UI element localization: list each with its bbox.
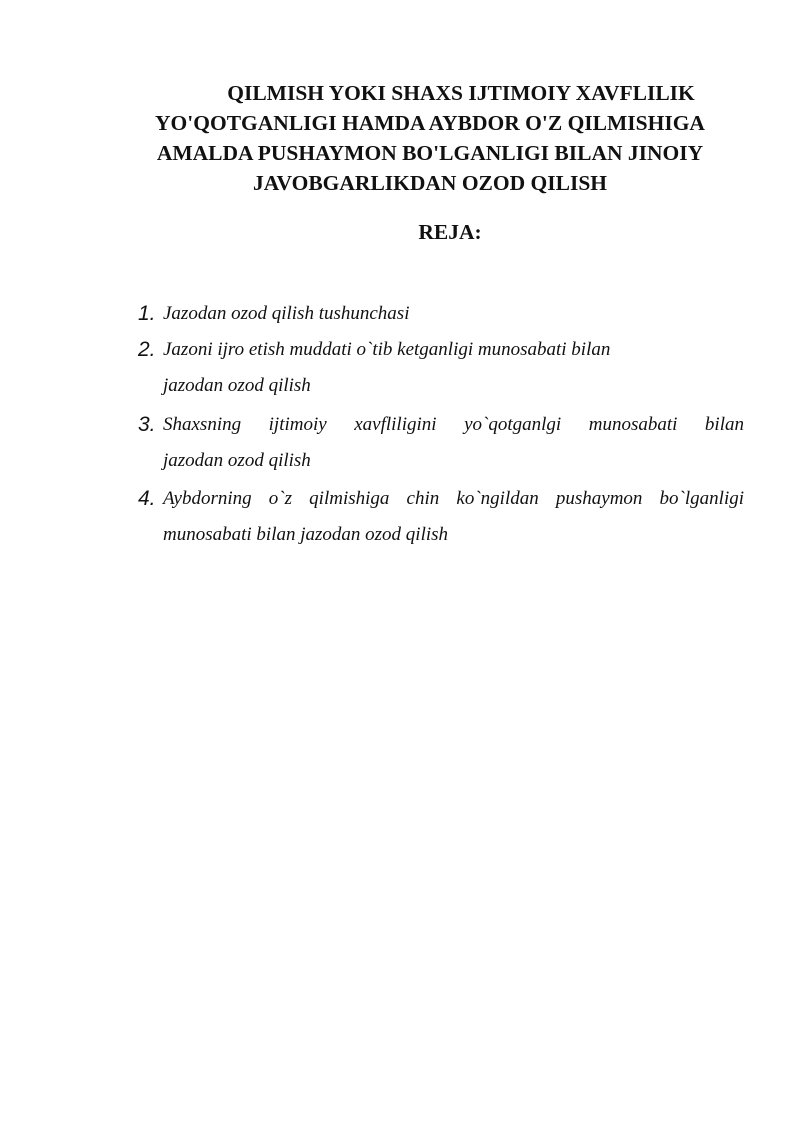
plan-item-number: 2. <box>138 338 156 361</box>
plan-item-text: Shaxsning ijtimoiy xavfliligini yo`qotganlgi munosabati bilan <box>163 413 744 435</box>
plan-item-text: Jazoni ijro etish muddati o`tib ketganligi munosabati bilan <box>163 339 611 360</box>
plan-item <box>138 333 744 406</box>
plan-item-number: 3. <box>138 412 156 436</box>
plan-item-text: jazodan ozod qilish <box>163 375 311 396</box>
title-line: YO'QOTGANLIGI HAMDA AYBDOR O'Z QILMISHIGA <box>155 111 705 135</box>
plan-heading: REJA: <box>418 220 482 244</box>
document-title <box>100 78 760 198</box>
plan-item <box>138 408 744 481</box>
plan-item-text: Aybdorning o`z qilmishiga chin ko`ngildan pushaymon bo`lganligi <box>163 488 744 509</box>
plan-item-text: Jazodan ozod qilish tushunchasi <box>163 303 410 324</box>
plan-item-number: 1. <box>138 302 156 325</box>
plan-list <box>138 297 744 557</box>
plan-item-text: jazodan ozod qilish <box>163 449 311 471</box>
title-line: JAVOBGARLIKDAN OZOD QILISH <box>253 171 607 195</box>
plan-item <box>138 482 744 555</box>
plan-item-number: 4. <box>138 487 156 510</box>
title-line: AMALDA PUSHAYMON BO'LGANLIGI BILAN JINOIY <box>156 141 704 165</box>
plan-item <box>138 297 744 331</box>
plan-item-text: munosabati bilan jazodan ozod qilish <box>163 524 449 545</box>
title-line: QILMISH YOKI SHAXS IJTIMOIY XAVFLILIK <box>227 81 695 105</box>
